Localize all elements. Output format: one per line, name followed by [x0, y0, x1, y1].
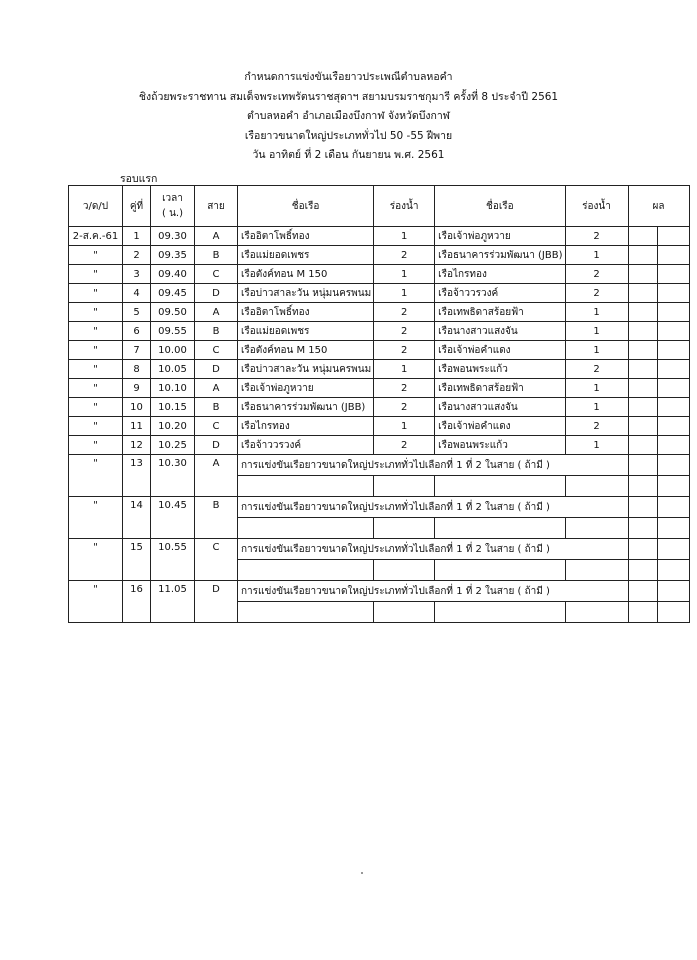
cell-date: " [69, 322, 123, 341]
cell-water1: 1 [374, 284, 435, 303]
cell-result-a [628, 265, 657, 284]
table-row [69, 417, 690, 436]
cell-lane: D [195, 581, 238, 623]
cell-result-a [628, 227, 657, 246]
cell-boat2 [435, 518, 565, 539]
cell-water2: 1 [565, 246, 628, 265]
cell-final-note: การแข่งขันเรือยาวขนาดใหญ่ประเภททั่วไปเลือกที่ 1 ที่ 2 ในสาย ( ถ้ามี ) [238, 581, 629, 602]
cell-date: " [69, 379, 123, 398]
cell-date: " [69, 539, 123, 581]
cell-result-b [657, 341, 689, 360]
cell-water1: 2 [374, 246, 435, 265]
cell-water1: 2 [374, 436, 435, 455]
cell-lane: B [195, 497, 238, 539]
col-time: เวลา ( น.) [151, 186, 195, 227]
cell-water2: 2 [565, 227, 628, 246]
cell-water1: 2 [374, 322, 435, 341]
table-row [69, 497, 690, 518]
cell-lane: C [195, 539, 238, 581]
cell-result-a [628, 417, 657, 436]
cell-time: 10.15 [151, 398, 195, 417]
cell-boat1: เรือแม่ยอดเพชร [238, 246, 374, 265]
cell-result-b [657, 476, 689, 497]
cell-time: 10.00 [151, 341, 195, 360]
cell-result-a [628, 602, 657, 623]
cell-boat2: เรือธนาคารร่วมพัฒนา (JBB) [435, 246, 565, 265]
cell-water2: 2 [565, 284, 628, 303]
cell-boat1: เรือธนาคารร่วมพัฒนา (JBB) [238, 398, 374, 417]
cell-pair: 12 [123, 436, 151, 455]
cell-date: " [69, 265, 123, 284]
cell-pair: 2 [123, 246, 151, 265]
table-row [69, 303, 690, 322]
schedule-table [68, 185, 690, 623]
cell-result-a [628, 379, 657, 398]
cell-result-a [628, 581, 657, 602]
cell-result-a [628, 246, 657, 265]
table-header-row [69, 186, 690, 227]
cell-boat1: เรือแม่ยอดเพชร [238, 322, 374, 341]
table-row [69, 539, 690, 560]
cell-water1: 2 [374, 379, 435, 398]
cell-lane: B [195, 246, 238, 265]
cell-pair: 1 [123, 227, 151, 246]
cell-result-b [657, 539, 689, 560]
col-boat1: ชื่อเรือ [238, 186, 374, 227]
cell-water2 [565, 560, 628, 581]
cell-time: 10.05 [151, 360, 195, 379]
cell-water1 [374, 476, 435, 497]
cell-final-note: การแข่งขันเรือยาวขนาดใหญ่ประเภททั่วไปเลือกที่ 1 ที่ 2 ในสาย ( ถ้ามี ) [238, 455, 629, 476]
cell-water1: 1 [374, 265, 435, 284]
table-row [69, 322, 690, 341]
cell-pair: 14 [123, 497, 151, 539]
cell-boat1 [238, 602, 374, 623]
cell-lane: A [195, 379, 238, 398]
cell-water2 [565, 476, 628, 497]
cell-water2: 1 [565, 379, 628, 398]
document-header [0, 68, 697, 166]
cell-result-b [657, 497, 689, 518]
cell-result-b [657, 455, 689, 476]
table-row [69, 379, 690, 398]
cell-time: 10.45 [151, 497, 195, 539]
cell-boat2: เรือเจ้าพ่อภูหวาย [435, 227, 565, 246]
cell-boat2 [435, 560, 565, 581]
cell-result-b [657, 379, 689, 398]
cell-date: " [69, 581, 123, 623]
table-row [69, 284, 690, 303]
cell-water1 [374, 560, 435, 581]
table-row [69, 398, 690, 417]
cell-result-a [628, 476, 657, 497]
cell-time: 10.25 [151, 436, 195, 455]
cell-result-b [657, 417, 689, 436]
cell-boat1 [238, 560, 374, 581]
cell-time: 09.55 [151, 322, 195, 341]
cell-final-note: การแข่งขันเรือยาวขนาดใหญ่ประเภททั่วไปเลือกที่ 1 ที่ 2 ในสาย ( ถ้ามี ) [238, 497, 629, 518]
cell-date: " [69, 360, 123, 379]
cell-lane: A [195, 455, 238, 497]
cell-lane: D [195, 360, 238, 379]
cell-boat2 [435, 602, 565, 623]
cell-result-b [657, 436, 689, 455]
cell-water1: 1 [374, 360, 435, 379]
col-pair: คู่ที่ [123, 186, 151, 227]
cell-boat2: เรือจ้าววรวงค์ [435, 284, 565, 303]
cell-pair: 3 [123, 265, 151, 284]
cell-date: " [69, 284, 123, 303]
cell-water2 [565, 518, 628, 539]
cell-pair: 10 [123, 398, 151, 417]
cell-result-a [628, 560, 657, 581]
cell-pair: 4 [123, 284, 151, 303]
cell-boat1: เรือจ้าววรวงค์ [238, 436, 374, 455]
cell-time: 09.45 [151, 284, 195, 303]
cell-water2: 2 [565, 360, 628, 379]
cell-time: 10.20 [151, 417, 195, 436]
cell-time: 09.50 [151, 303, 195, 322]
table-row [69, 360, 690, 379]
cell-water2: 1 [565, 303, 628, 322]
cell-date: " [69, 455, 123, 497]
cell-result-a [628, 455, 657, 476]
cell-water1: 1 [374, 417, 435, 436]
header-subtitle: ชิงถ้วยพระราชทาน สมเด็จพระเทพรัตนราชสุดาฯ สยามบรมราชกุมารี ครั้งที่ 8 ประจำปี 2561 [138, 90, 559, 103]
cell-boat1: เรือบ่าวสาละวัน หนุ่มนครพนม [238, 284, 374, 303]
table-row [69, 246, 690, 265]
cell-water1: 2 [374, 398, 435, 417]
cell-lane: C [195, 341, 238, 360]
col-lane: สาย [195, 186, 238, 227]
header-category: เรือยาวขนาดใหญ่ประเภททั่วไป 50 -55 ฝีพาย [244, 129, 453, 142]
cell-date: " [69, 497, 123, 539]
col-date: ว/ด/ป [69, 186, 123, 227]
cell-boat1 [238, 518, 374, 539]
cell-boat2 [435, 476, 565, 497]
round-label: รอบแรก [120, 173, 158, 185]
cell-result-b [657, 227, 689, 246]
cell-result-a [628, 539, 657, 560]
cell-date: " [69, 417, 123, 436]
cell-lane: D [195, 436, 238, 455]
cell-water1 [374, 518, 435, 539]
cell-pair: 13 [123, 455, 151, 497]
cell-boat1: เรือเจ้าพ่อภูหวาย [238, 379, 374, 398]
cell-boat1: เรือตังค์ทอน M 150 [238, 341, 374, 360]
cell-time: 09.35 [151, 246, 195, 265]
table-row [69, 581, 690, 602]
cell-date: " [69, 303, 123, 322]
cell-pair: 5 [123, 303, 151, 322]
cell-result-b [657, 284, 689, 303]
col-water1: ร่องน้ำ [374, 186, 435, 227]
table-row [69, 265, 690, 284]
cell-result-b [657, 602, 689, 623]
cell-result-b [657, 322, 689, 341]
table-row [69, 341, 690, 360]
cell-time: 09.40 [151, 265, 195, 284]
cell-boat2: เรือเจ้าพ่อคำแดง [435, 417, 565, 436]
cell-water1: 1 [374, 227, 435, 246]
cell-time: 09.30 [151, 227, 195, 246]
cell-pair: 7 [123, 341, 151, 360]
cell-water2: 1 [565, 436, 628, 455]
header-location: ตำบลหอคำ อำเภอเมืองบึงกาฬ จังหวัดบึงกาฬ [247, 110, 450, 122]
cell-time: 10.10 [151, 379, 195, 398]
cell-water2: 1 [565, 322, 628, 341]
cell-lane: A [195, 227, 238, 246]
cell-time: 10.30 [151, 455, 195, 497]
cell-boat1 [238, 476, 374, 497]
cell-water1 [374, 602, 435, 623]
cell-boat2: เรือพอนพระแก้ว [435, 360, 565, 379]
cell-boat2: เรือนางสาวแสงจัน [435, 322, 565, 341]
cell-date: 2-ส.ค.-61 [69, 227, 123, 246]
cell-pair: 8 [123, 360, 151, 379]
cell-result-b [657, 581, 689, 602]
cell-result-b [657, 398, 689, 417]
header-date: วัน อาทิตย์ ที่ 2 เดือน กันยายน พ.ศ. 2561 [252, 149, 445, 161]
cell-result-b [657, 518, 689, 539]
cell-lane: D [195, 284, 238, 303]
col-boat2: ชื่อเรือ [435, 186, 565, 227]
cell-final-note: การแข่งขันเรือยาวขนาดใหญ่ประเภททั่วไปเลือกที่ 1 ที่ 2 ในสาย ( ถ้ามี ) [238, 539, 629, 560]
cell-boat2: เรือไกรทอง [435, 265, 565, 284]
cell-water2: 2 [565, 265, 628, 284]
col-water2: ร่องน้ำ [565, 186, 628, 227]
table-row [69, 436, 690, 455]
cell-lane: B [195, 398, 238, 417]
cell-result-a [628, 398, 657, 417]
cell-water2: 1 [565, 398, 628, 417]
cell-pair: 9 [123, 379, 151, 398]
cell-result-a [628, 322, 657, 341]
cell-pair: 11 [123, 417, 151, 436]
header-title: กำหนดการแข่งขันเรือยาวประเพณีตำบลหอคำ [244, 71, 453, 83]
cell-date: " [69, 436, 123, 455]
cell-result-a [628, 341, 657, 360]
cell-boat1: เรือบ่าวสาละวัน หนุ่มนครพนม [238, 360, 374, 379]
cell-water2: 1 [565, 341, 628, 360]
cell-lane: A [195, 303, 238, 322]
cell-lane: C [195, 265, 238, 284]
cell-result-b [657, 560, 689, 581]
col-result: ผล [628, 186, 689, 227]
cell-water1: 2 [374, 303, 435, 322]
cell-result-a [628, 497, 657, 518]
cell-result-a [628, 303, 657, 322]
cell-date: " [69, 246, 123, 265]
cell-boat2: เรือพอนพระแก้ว [435, 436, 565, 455]
cell-boat1: เรืออิตาโพธิ์ทอง [238, 303, 374, 322]
cell-boat2: เรือเทพธิดาสร้อยฟ้า [435, 379, 565, 398]
cell-lane: B [195, 322, 238, 341]
cell-boat2: เรือเจ้าพ่อคำแดง [435, 341, 565, 360]
cell-pair: 16 [123, 581, 151, 623]
cell-result-a [628, 518, 657, 539]
cell-date: " [69, 341, 123, 360]
cell-water1: 2 [374, 341, 435, 360]
cell-lane: C [195, 417, 238, 436]
cell-pair: 6 [123, 322, 151, 341]
cell-date: " [69, 398, 123, 417]
cell-result-a [628, 284, 657, 303]
cell-result-b [657, 246, 689, 265]
cell-result-b [657, 360, 689, 379]
cell-boat1: เรืออิตาโพธิ์ทอง [238, 227, 374, 246]
cell-result-b [657, 265, 689, 284]
cell-result-b [657, 303, 689, 322]
cell-boat2: เรือเทพธิดาสร้อยฟ้า [435, 303, 565, 322]
cell-time: 10.55 [151, 539, 195, 581]
cell-boat2: เรือนางสาวแสงจัน [435, 398, 565, 417]
cell-water2 [565, 602, 628, 623]
cell-pair: 15 [123, 539, 151, 581]
table-row [69, 455, 690, 476]
cell-water2: 2 [565, 417, 628, 436]
table-row [69, 227, 690, 246]
cell-result-a [628, 360, 657, 379]
cell-boat1: เรือไกรทอง [238, 417, 374, 436]
page-speck [361, 872, 363, 874]
cell-boat1: เรือตังค์ทอน M 150 [238, 265, 374, 284]
cell-time: 11.05 [151, 581, 195, 623]
cell-result-a [628, 436, 657, 455]
